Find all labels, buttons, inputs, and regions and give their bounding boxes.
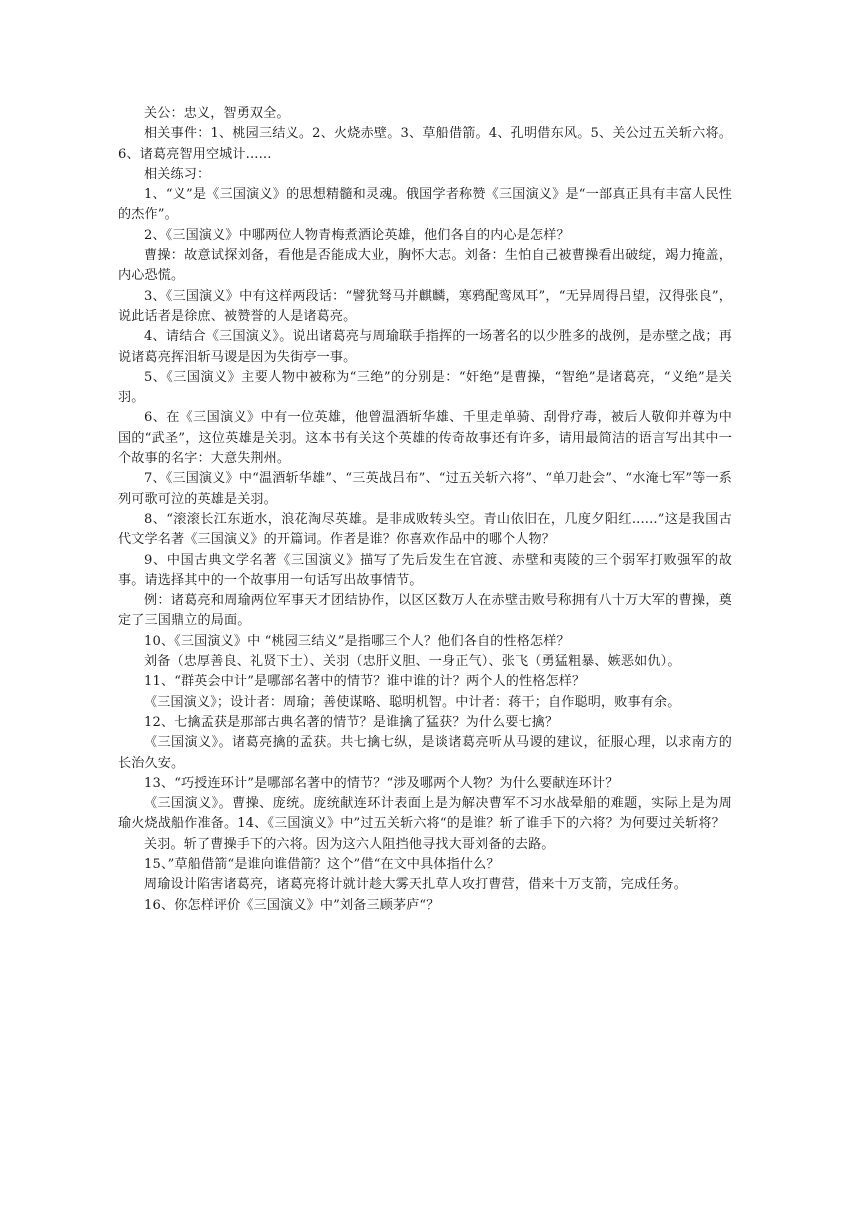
paragraph-a11: 《三国演义》；设计者：周瑜；善使谋略、聪明机智。中计者：蒋干；自作聪明，败事有余。	[144, 694, 681, 710]
paragraph-q2: 2、《三国演义》中哪两位人物青梅煮酒论英雄，他们各自的内心是怎样？	[144, 227, 570, 243]
paragraph-q8: 8、“滚滚长江东逝水，浪花淘尽英雄。是非成败转头空。青山依旧在，几度夕阳红......”这是我国古代文学名著《三国演义》的开篇词。作者是谁？你喜欢作品中的哪个人物？	[118, 511, 732, 548]
paragraph-related-events: 相关事件：1、桃园三结义。2、火烧赤壁。3、草船借箭。4、孔明借东风。5、关公过五关斩六将。6、诸葛亮智用空城计......	[118, 126, 732, 162]
paragraph-a13-q14: 《三国演义》。曹操、庞统。庞统献连环计表面上是为解决曹军不习水战晕船的难题，实际上是为周瑜火烧战船作准备。14、《三国演义》中”过五关斩六将“的是谁？斩了谁手下的六将？为何要过关斩将？	[118, 796, 732, 832]
paragraph-q3: 3、《三国演义》中有这样两段话：“譬犹驽马并麒麟，寒鸦配鸾凤耳”，“无异周得吕望，汉得张良”，说此话者是徐庶、被赞誉的人是诸葛亮。	[118, 288, 732, 324]
document-body	[118, 104, 732, 916]
paragraph-q6: 6、在《三国演义》中有一位英雄，他曾温酒斩华雄、千里走单骑、刮骨疗毒，被后人敬仰并尊为中国的“武圣”，这位英雄是关羽。这本书有关这个英雄的传奇故事还有许多，请用最简洁的语言写出其中一个故事的名字：大意失荆州。	[118, 410, 732, 467]
paragraph-a12: 《三国演义》。诸葛亮擒的孟获。共七擒七纵，是谈诸葛亮听从马谡的建议，征服心理，以求南方的长治久安。	[118, 735, 732, 771]
paragraph-q4: 4、请结合《三国演义》。说出诸葛亮与周瑜联手指挥的一场著名的以少胜多的战例，是赤壁之战；再说诸葛亮挥泪斩马谡是因为失街亭一事。	[118, 329, 732, 365]
paragraph-a2: 曹操：故意试探刘备，看他是否能成大业，胸怀大志。刘备：生怕自己被曹操看出破绽，竭力掩盖，内心恐慌。	[118, 248, 732, 284]
paragraph-q9: 9、中国古典文学名著《三国演义》描写了先后发生在官渡、赤壁和夷陵的三个弱军打败强军的故事。请选择其中的一个故事用一句话写出故事情节。	[118, 552, 732, 588]
paragraph-a15: 周瑜设计陷害诸葛亮，诸葛亮将计就计趁大雾天扎草人攻打曹营，借来十万支箭，完成任务。	[144, 877, 687, 893]
paragraph-a9: 例：诸葛亮和周瑜两位军事天才团结协作，以区区数万人在赤壁击败号称拥有八十万大军的曹操，奠定了三国鼎立的局面。	[118, 593, 732, 629]
paragraph-q10: 10、《三国演义》中 “桃园三结义”是指哪三个人？他们各自的性格怎样？	[144, 633, 570, 649]
paragraph-q11: 11、“群英会中计”是哪部名著中的情节？谁中谁的计？两个人的性格怎样？	[144, 674, 586, 690]
paragraph-guan-gong: 关公：忠义，智勇双全。	[144, 106, 290, 121]
paragraph-a14: 关羽。斩了曹操手下的六将。因为这六人阻挡他寻找大哥刘备的去路。	[144, 836, 555, 852]
paragraph-exercises-heading: 相关练习：	[144, 166, 211, 182]
paragraph-a10: 刘备（忠厚善良、礼贤下士）、关羽（忠肝义胆、一身正气）、张飞（勇猛粗暴、嫉恶如仇）。	[144, 654, 681, 670]
paragraph-q15: 15、”草船借箭“是谁向谁借箭？这个”借“在文中具体指什么？	[144, 856, 500, 872]
paragraph-q1: 1、“义”是《三国演义》的思想精髓和灵魂。俄国学者称赞《三国演义》是“一部真正具有丰富人民性的杰作”。	[118, 187, 732, 223]
paragraph-q16: 16、你怎样评价《三国演义》中”刘备三顾茅庐“？	[144, 897, 440, 913]
paragraph-q5: 5、《三国演义》主要人物中被称为“三绝”的分别是：“奸绝”是曹操，“智绝”是诸葛亮，“义绝”是关羽。	[118, 369, 732, 406]
paragraph-q13: 13、“巧授连环计”是哪部名著中的情节？“涉及哪两个人物？为什么要献连环计？	[144, 775, 619, 791]
paragraph-q12: 12、七擒孟获是那部古典名著的情节？是谁擒了猛获？为什么要七擒？	[144, 714, 559, 730]
paragraph-q7: 7、《三国演义》中“温酒斩华雄”、“三英战吕布”、“过五关斩六将”、“单刀赴会”、“水淹七军”等一系列可歌可泣的英雄是关羽。	[118, 471, 732, 507]
